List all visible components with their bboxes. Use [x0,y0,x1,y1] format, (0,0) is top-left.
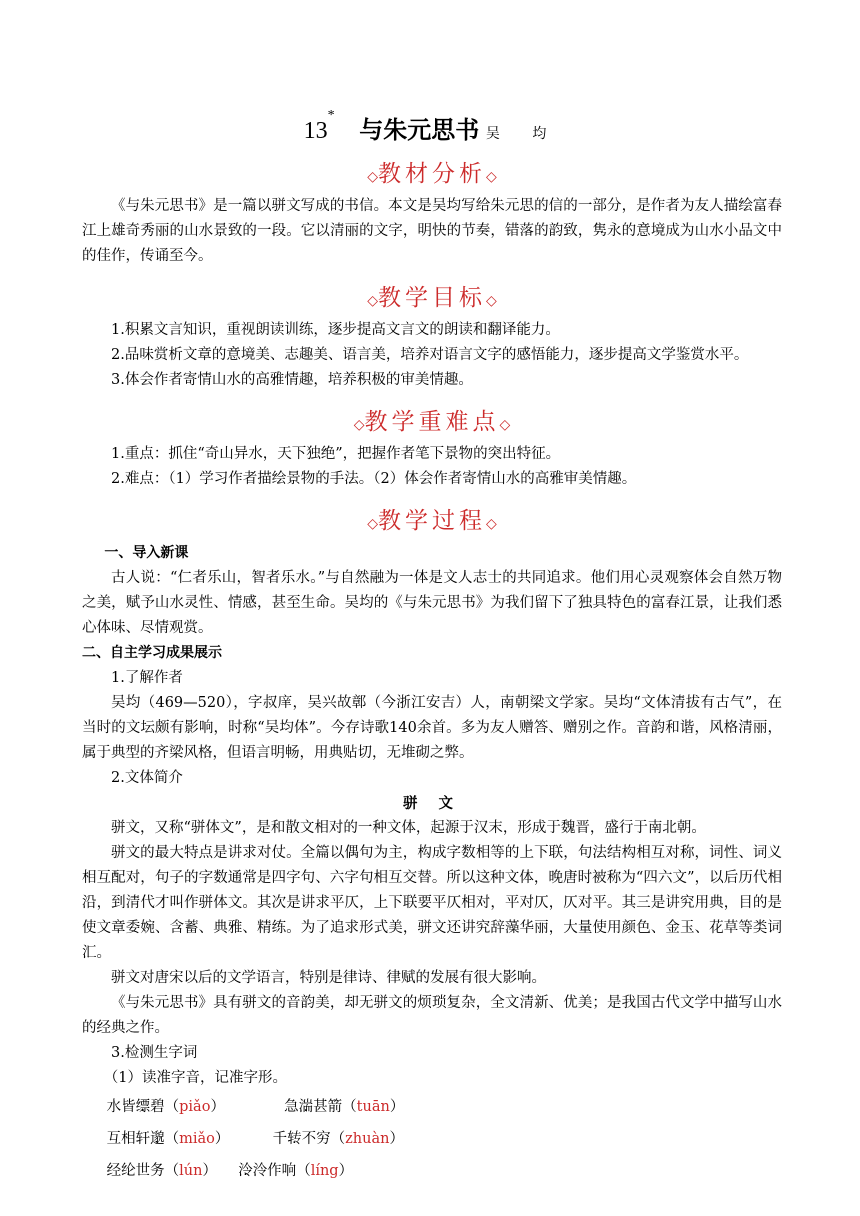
keypoint-item: 2.难点：（1）学习作者描绘景物的手法。（2）体会作者寄情山水的高雅审美情趣。 [111,471,637,487]
analysis-paragraph: 《与朱元思书》是一篇以骈文写成的书信。本文是吴均写给朱元思的信的一部分，是作者为友人描绘富春江上雄奇秀丽的山水景致的一段。它以清丽的文字，明快的节奏，错落的韵致，隽永的意境成为山水小品文中的佳作，传诵至今。 [82,198,782,264]
vocab-row [82,1123,782,1155]
goal-item: 1.积累文言知识，重视朗读训练，逐步提高文言文的朗读和翻译能力。 [111,322,560,338]
vocab-word: 泠泠作响（líng） [238,1163,354,1179]
section-heading-keypoints: ◇教学重难点◇ [353,409,511,435]
vocab-row [82,1091,782,1123]
pianwen-title: 骈 文 [402,795,462,812]
pianwen-paragraph: 骈文对唐宋以后的文学语言，特别是律诗、律赋的发展有很大影响。 [111,970,546,986]
goal-item: 3.体会作者寄情山水的高雅情趣，培养积极的审美情趣。 [111,372,473,388]
lesson-name: 与朱元思书 [359,116,480,144]
goal-item: 2.品味赏析文章的意境美、志趣美、语言美，培养对语言文字的感悟能力，逐步提高文学鉴赏水平。 [111,347,749,363]
process-part1-text: 古人说：“仁者乐山，智者乐水。”与自然融为一体是文人志士的共同追求。他们用心灵观察体会自然万物之美，赋予山水灵性、情感，甚至生命。吴均的《与朱元思书》为我们留下了独具特色的富春江景，让我们悉心体味、尽情观赏。 [82,570,782,636]
item-author-heading: 1.了解作者 [111,670,183,686]
pianwen-paragraph: 骈文，又称“骈体文”，是和散文相对的一种文体，起源于汉末，形成于魏晋，盛行于南北朝。 [111,820,706,836]
process-part1-heading: 一、导入新课 [104,545,189,561]
section-heading-analysis: ◇教材分析◇ [367,161,497,187]
vocab-word: 急湍甚箭（tuān） [284,1099,405,1115]
vocab-instruction: （1）读准字音，记准字形。 [103,1070,287,1086]
lesson-title [82,110,782,145]
vocab-word: 互相轩邈（miǎo） [106,1131,230,1147]
pianwen-paragraph: 骈文的最大特点是讲求对仗。全篇以偶句为主，构成字数相等的上下联，句法结构相互对称，词性、词义相互配对，句子的字数通常是四字句、六字句相互交替。所以这种文体，晚唐时被称为“四六文”，以后历代相沿，到清代才叫作骈体文。其次是讲求平仄，上下联要平仄相对，平对仄，仄对平。其三是讲究用典，目的是使文章委婉、含蓄、典雅、精练。为了追求形式美，骈文还讲究辞藻华丽，大量使用颜色、金玉、花草等类词汇。 [82,845,782,961]
vocab-row [82,1155,782,1187]
section-heading-goals: ◇教学目标◇ [367,285,497,311]
lesson-number: 13* [303,108,335,144]
section-heading-process: ◇教学过程◇ [367,508,497,534]
vocab-word: 千转不穷（zhuàn） [272,1131,404,1147]
author-paragraph: 吴均（469—520），字叔庠，吴兴故鄣（今浙江安吉）人，南朝梁文学家。吴均“文体清拔有古气”，在当时的文坛颇有影响，时称“吴均体”。今存诗歌140余首。多为友人赠答、赠别之作。音韵和谐，风格清丽，属于典型的齐梁风格，但语言明畅，用典贴切，无堆砌之弊。 [82,695,782,761]
vocab-word: 水皆缥碧（piǎo） [106,1099,225,1115]
item-genre-heading: 2.文体简介 [111,770,183,786]
lesson-author: 吴 均 [485,126,561,142]
process-part2-heading: 二、自主学习成果展示 [82,645,222,661]
vocab-word: 经纶世务（lún） [106,1163,217,1179]
document-page [82,110,782,1187]
keypoint-item: 1.重点：抓住“奇山异水，天下独绝”，把握作者笔下景物的突出特征。 [111,446,561,462]
item-vocab-heading: 3.检测生字词 [111,1045,198,1061]
pianwen-paragraph: 《与朱元思书》具有骈文的音韵美，却无骈文的烦琐复杂，全文清新、优美；是我国古代文学中描写山水的经典之作。 [82,995,782,1036]
